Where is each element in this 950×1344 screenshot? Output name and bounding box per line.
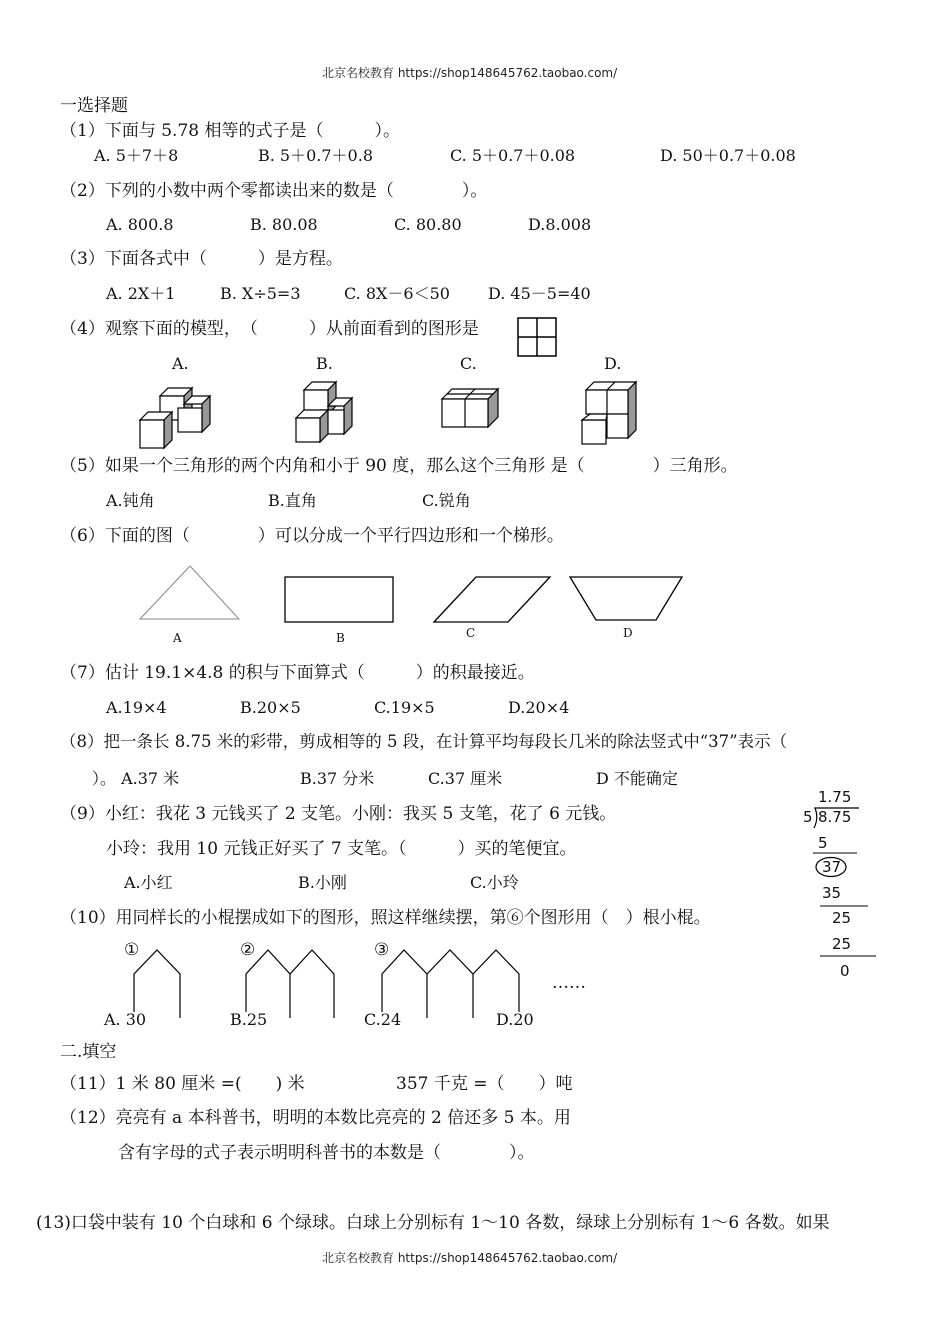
question-9-line-1: （9）小红：我花 3 元钱买了 2 支笔。小刚：我买 5 支笔，花了 6 元钱。 — [60, 804, 617, 824]
q5-option-c: C.锐角 — [422, 491, 471, 510]
q3-option-d: D. 45－5=40 — [488, 284, 591, 303]
q7-option-b: B.20×5 — [240, 698, 301, 717]
shape-a-triangle — [138, 564, 242, 622]
q7-option-d: D.20×4 — [508, 698, 570, 717]
q3-option-a: A. 2X＋1 — [106, 284, 176, 303]
division-divisor: 5 — [803, 808, 813, 826]
question-5: （5）如果一个三角形的两个内角和小于 90 度，那么这个三角形 是（ ）三角形。 — [60, 456, 738, 476]
figure-label-2: ② — [240, 940, 256, 960]
q2-option-d: D.8.008 — [528, 215, 592, 234]
division-step-2-circled: 37 — [822, 858, 842, 876]
question-13: (13)口袋中装有 10 个白球和 6 个绿球。白球上分别标有 1～10 各数，绿球上分别标有 1～6 各数。如果 — [36, 1213, 830, 1233]
q9-option-a: A.小红 — [124, 873, 173, 892]
question-12-line-2: 含有字母的式子表示明明科普书的本数是（ ）。 — [118, 1143, 535, 1163]
division-step-3: 35 — [822, 884, 842, 902]
figure-label-3: ③ — [374, 940, 390, 960]
q5-option-a: A.钝角 — [106, 491, 155, 510]
q6-label-a: A — [173, 631, 182, 645]
q4-label-a: A. — [172, 354, 189, 373]
question-3: （3）下面各式中（ ）是方程。 — [60, 249, 343, 269]
cube-model-c — [436, 385, 506, 435]
q8-option-a: ）。 A.37 米 — [92, 769, 180, 788]
page-footer: 北京名校教育 https://shop148645762.taobao.com/ — [322, 1251, 618, 1265]
division-remainder: 0 — [840, 962, 850, 980]
question-6: （6）下面的图（ ）可以分成一个平行四边形和一个梯形。 — [60, 526, 564, 546]
shape-d-trapezoid — [568, 575, 684, 623]
division-rule-3 — [820, 955, 878, 959]
shape-c-parallelogram — [432, 575, 552, 625]
q9-option-c: C.小玲 — [470, 873, 519, 892]
q10-option-a: A. 30 — [104, 1010, 147, 1029]
cube-model-a — [130, 378, 220, 453]
q4-label-b: B. — [316, 354, 333, 373]
q8-option-d: D 不能确定 — [596, 769, 678, 788]
q9-option-b: B.小刚 — [298, 873, 347, 892]
question-12-line-1: （12）亮亮有 a 本科普书，明明的本数比亮亮的 2 倍还多 5 本。用 — [60, 1108, 571, 1128]
q1-option-a: A. 5＋7＋8 — [94, 146, 179, 165]
division-quotient: 1.75 — [818, 788, 852, 806]
question-7: （7）估计 19.1×4.8 的积与下面算式（ ）的积最接近。 — [60, 663, 535, 683]
q10-option-b: B.25 — [230, 1010, 268, 1029]
q7-option-a: A.19×4 — [106, 698, 167, 717]
q1-option-c: C. 5＋0.7＋0.08 — [450, 146, 576, 165]
q3-option-b: B. X÷5=3 — [220, 284, 301, 303]
q5-option-b: B.直角 — [268, 491, 317, 510]
cube-model-b — [290, 378, 360, 448]
question-1: （1）下面与 5.78 相等的式子是（ ）。 — [60, 121, 400, 141]
figure-ellipsis: …… — [552, 973, 586, 993]
q7-option-c: C.19×5 — [374, 698, 435, 717]
stick-house-figures — [130, 948, 530, 1020]
question-8: （8）把一条长 8.75 米的彩带，剪成相等的 5 段，在计算平均每段长几米的除法竖式中“37”表示（ — [60, 732, 788, 751]
front-view-grid-icon — [517, 317, 557, 357]
shape-b-rectangle — [284, 576, 394, 624]
q8-option-c: C.37 厘米 — [428, 769, 503, 788]
question-4: （4）观察下面的模型， （ ）从前面看到的图形是 — [60, 319, 479, 339]
page-header: 北京名校教育 https://shop148645762.taobao.com/ — [322, 66, 618, 80]
division-dividend: 8.75 — [818, 808, 852, 826]
q4-label-d: D. — [604, 354, 622, 373]
q6-label-b: B — [336, 631, 345, 645]
q10-option-c: C.24 — [364, 1010, 402, 1029]
question-2: （2）下列的小数中两个零都读出来的数是（ ）。 — [60, 181, 488, 201]
q10-option-d: D.20 — [496, 1010, 534, 1029]
q4-label-c: C. — [460, 354, 477, 373]
question-11-part-1: （11）1 米 80 厘米 =( ) 米 — [60, 1074, 305, 1094]
q6-label-d: D — [623, 626, 633, 640]
section-title-choice: 一选择题 — [60, 96, 128, 116]
question-11-part-2: 357 千克 =（ ）吨 — [396, 1074, 573, 1094]
q2-option-b: B. 80.08 — [250, 215, 318, 234]
section-title-fill-in: 二.填空 — [60, 1042, 117, 1062]
division-step-4: 25 — [832, 909, 852, 927]
question-10: （10）用同样长的小棍摆成如下的图形，照这样继续摆，第⑥个图形用（ ）根小棍。 — [60, 908, 711, 928]
figure-label-1: ① — [124, 940, 140, 960]
q2-option-c: C. 80.80 — [394, 215, 462, 234]
q6-label-c: C — [466, 626, 476, 640]
q1-option-d: D. 50＋0.7＋0.08 — [660, 146, 796, 165]
cube-model-d — [576, 378, 646, 450]
division-step-5: 25 — [832, 935, 852, 953]
q8-option-b: B.37 分米 — [300, 769, 375, 788]
q2-option-a: A. 800.8 — [106, 215, 174, 234]
division-step-1: 5 — [818, 834, 828, 852]
q1-option-b: B. 5＋0.7＋0.8 — [258, 146, 374, 165]
question-9-line-2: 小玲：我用 10 元钱正好买了 7 支笔。（ ）买的笔便宜。 — [106, 839, 577, 859]
q3-option-c: C. 8X－6＜50 — [344, 284, 450, 303]
